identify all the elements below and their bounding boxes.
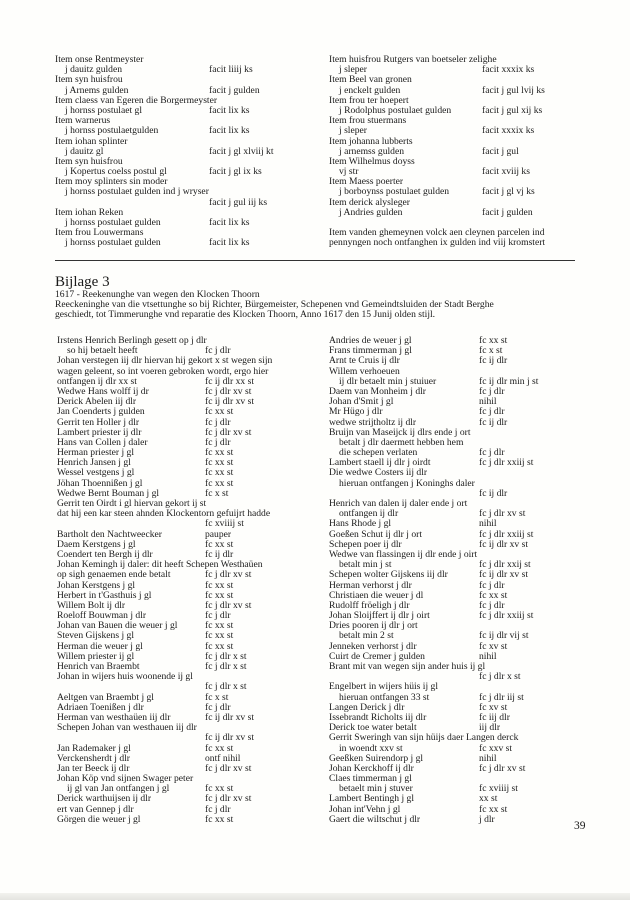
ledger-row — [329, 116, 609, 126]
entry-label: Andries de weuer j gl — [329, 335, 412, 346]
entry-value: fc xx st — [205, 406, 234, 418]
entry-value: fc xx st — [205, 579, 234, 591]
entry-label: j hornss postulaet gulden — [65, 217, 161, 228]
entry-label: j Kopertus coelss postul gl — [65, 166, 167, 178]
entry-label: Derick toe water betalt — [329, 722, 417, 734]
entry-label: Wessel vestgens j gl — [57, 467, 135, 479]
entry-label: j enckelt gulden — [339, 84, 401, 96]
entry-label: Aeltgen van Braembt j gl — [57, 691, 154, 703]
entry-label: Item warnerus — [55, 115, 111, 127]
entry-value: fc j dlr xv st — [479, 762, 526, 774]
entry-value: facit xxxix ks — [482, 125, 535, 137]
section-title: Bijlage 3 — [55, 274, 110, 290]
entry-label: Bruijn van Maseijck ij dlrs ende j ort — [329, 426, 471, 438]
entry-label: in woendt xxv st — [339, 742, 403, 754]
entry-label: hieruan ontfangen j Koninghs daler — [339, 477, 475, 489]
entry-label: j Andries gulden — [339, 206, 403, 218]
ledger-row — [329, 733, 609, 743]
entry-value: fc j dlr — [205, 345, 231, 357]
entry-value: fc ij dlr — [479, 416, 508, 428]
entry-label: Jan ter Beeck ij dlr — [57, 762, 130, 774]
entry-label: j hornss postulaet gl — [65, 104, 143, 116]
entry-label: Issebrandt Richolts iij dlr — [329, 711, 427, 723]
entry-label: Item moy splinters sin moder — [55, 176, 168, 188]
entry-label: hieruan ontfangen 33 st — [339, 691, 430, 703]
entry-label: j sleper — [339, 64, 367, 76]
entry-value: facit j gul lvij ks — [482, 84, 545, 96]
entry-label: Gaert die wiltschut j dlr — [329, 813, 421, 825]
entry-value: fc j dlr — [205, 803, 231, 815]
entry-label: Adriaen Toenißen j dlr — [57, 701, 144, 713]
entry-label: Wedwe Bernt Bouman j gl — [57, 487, 160, 499]
entry-label: Herman van westhaüen iij dlr — [57, 711, 171, 723]
entry-value: fc j dlr xv st — [205, 599, 252, 611]
entry-value: fc ij dlr xv st — [479, 538, 529, 550]
entry-label: Item Maess poerter — [329, 176, 404, 188]
entry-value: fc xx st — [479, 589, 508, 601]
entry-label: Item onse Rentmeyster — [55, 54, 144, 65]
entry-label: Johan in wijers huis woonende ij gl — [57, 671, 193, 683]
entry-label: Gerrit Sweringh van sijn hüijs daer Langen derck — [329, 732, 519, 744]
entry-label: j hornss postulaet gulden — [65, 237, 161, 249]
entry-value: fc ij dlr vij st — [479, 630, 529, 642]
section-intro-line-1: Reeckeninghe van die vtsettunghe so bij Richter, Bürgemeister, Schepenen vnd Gemeindtsluiden der Stadt Berghe — [55, 299, 494, 310]
entry-label: Frans timmerman j gl — [329, 345, 412, 357]
entry-value: fc ij dlr — [479, 355, 508, 367]
entry-value: fc ij dlr — [205, 548, 234, 560]
entry-value: fc xv st — [479, 701, 508, 713]
ledger-row — [57, 509, 327, 519]
entry-label: wagen geleent, so int voeren gebroken wordt, ergo hier — [57, 365, 269, 377]
entry-value: facit j gul iij ks — [209, 196, 268, 208]
entry-label: betaelt min j stuver — [339, 783, 413, 795]
entry-value: fc iij dlr — [479, 711, 510, 723]
entry-label: Willem Bolt ij dlr — [57, 599, 126, 611]
entry-value: facit xviij ks — [482, 166, 530, 178]
ledger-row — [57, 733, 327, 743]
entry-value: fc ij dlr xv st — [205, 732, 255, 744]
entry-value: fc xx st — [479, 803, 508, 815]
entry-label: Jöhan Thoennißen j gl — [57, 477, 143, 489]
entry-value: fc j dlr x st — [205, 661, 247, 672]
entry-value: nihil — [479, 396, 497, 408]
entry-label: Item frou stuermans — [329, 115, 407, 127]
entry-label: Wedwe van flassingen ij dlr ende j oirt — [329, 548, 478, 560]
entry-value: j dlr — [479, 813, 495, 825]
entry-value: facit j gl xlviij kt — [209, 145, 274, 157]
entry-label: Willem verhoeuen — [329, 365, 400, 377]
entry-label: Hans van Collen j daler — [57, 436, 148, 448]
entry-value: fc xx st — [205, 538, 234, 550]
page-edge-shadow — [0, 893, 630, 900]
entry-value: fc ij dlr xv st — [205, 711, 255, 723]
entry-label: Schepen Johan van westhauen iij dlr — [57, 722, 197, 734]
entry-label: Steven Gijskens j gl — [57, 630, 135, 642]
ledger-row — [329, 479, 609, 489]
entry-value: fc j dlr xxiij st — [479, 528, 534, 540]
entry-label: Daem Kerstgens j gl — [57, 538, 136, 550]
entry-label: betalt min 2 st — [339, 630, 394, 642]
entry-label: ert van Gennep j dlr — [57, 803, 134, 815]
entry-label: Claes timmerman j gl — [329, 773, 412, 785]
entry-value: fc j dlr — [205, 416, 231, 428]
ledger-row — [57, 570, 327, 580]
entry-value: fc xx st — [205, 640, 234, 652]
entry-value: fc j dlr — [479, 447, 505, 459]
entry-label: so hij betaelt heeft — [67, 345, 138, 357]
ledger-row — [55, 238, 325, 248]
entry-label: vj str — [339, 166, 359, 178]
ledger-row — [329, 662, 609, 672]
entry-value: facit j gl ix ks — [209, 166, 262, 178]
entry-value: pauper — [205, 528, 232, 540]
entry-value: fc j dlr — [479, 599, 505, 611]
entry-label: Jan Rademaker j gl — [57, 742, 131, 754]
entry-label: j borboynss postulaet gulden — [339, 186, 450, 198]
entry-value: fc j dlr x st — [205, 650, 247, 662]
entry-label: Henrich van dalen ij daler ende j ort — [329, 498, 468, 509]
section-subtitle: 1617 - Reekenunghe van wegen den Klocken Thoorn — [55, 289, 260, 300]
entry-label: Johan d'Smit j gl — [329, 396, 394, 408]
entry-label: Irstens Henrich Berlingh gesett op j dlr — [57, 335, 207, 346]
entry-value: fc x st — [479, 345, 503, 357]
entry-label: Mr Hügo j dlr — [329, 406, 383, 418]
entry-value: nihil — [479, 752, 497, 764]
entry-value: facit liiij ks — [209, 64, 253, 76]
section-intro — [55, 300, 494, 320]
entry-label: Item johanna lubberts — [329, 135, 413, 147]
top-right-ledger — [329, 55, 609, 249]
entry-label: Verckensherdt j dlr — [57, 752, 130, 764]
entry-label: Willem priester ij gl — [57, 650, 135, 662]
entry-value: fc ij dlr — [479, 487, 508, 499]
entry-label: Gerrit ten Oirdt i gl hiervan gekort ij st — [57, 498, 207, 509]
entry-value: fc xxv st — [479, 742, 513, 754]
entry-value: fc xx st — [205, 813, 234, 825]
entry-value: facit j gulden — [482, 206, 533, 218]
ledger-row — [57, 672, 327, 682]
entry-label: Johan Köp vnd sijnen Swager peter — [57, 773, 194, 785]
entry-value: fc xx st — [205, 467, 234, 479]
entry-label: Item syn huisfrou — [55, 155, 123, 167]
entry-label: Johan int'Vehn j gl — [329, 803, 401, 815]
entry-label: Lambert Bentingh j gl — [329, 793, 414, 805]
entry-label: Herbert in t'Gasthuis j gl — [57, 589, 152, 601]
entry-value: fc xx st — [205, 589, 234, 601]
entry-value: fc j dlr xv st — [205, 569, 252, 581]
entry-label: dat hij een kar steen ahnden Klockentorn gefuijrt hadde — [57, 508, 271, 520]
entry-value: fc xviiij st — [479, 783, 518, 795]
ledger-row — [329, 407, 609, 417]
entry-label: die schepen verlaten — [339, 447, 418, 459]
ledger-row — [329, 157, 609, 167]
entry-label: ontfangen ij dlr — [339, 508, 399, 520]
entry-label: Geeßken Suirendorp j gl — [329, 752, 424, 764]
entry-label: j hornss postulaet gulden ind j wryser — [65, 186, 209, 198]
entry-label: Rudolff fröeligh j dlr — [329, 599, 410, 611]
bottom-left-ledger — [57, 336, 327, 825]
entry-label: Johan verstegen iij dlr hiervan hij gekort x st wegen sijn — [57, 355, 273, 367]
entry-value: fc j dlr — [205, 610, 231, 622]
ledger-row — [329, 570, 609, 580]
entry-label: j Rodolphus postulaet gulden — [339, 104, 452, 116]
entry-label: Goeßen Schut ij dlr j ort — [329, 528, 422, 540]
entry-value: iij dlr — [479, 722, 501, 734]
entry-value: fc j dlr xv st — [205, 793, 252, 805]
entry-label: ij dlr betaelt min j stuiuer — [339, 375, 437, 387]
entry-value: fc xx st — [205, 783, 234, 795]
ledger-row — [57, 407, 327, 417]
entry-value: fc j dlr — [479, 579, 505, 591]
entry-label: Johan Kerstgens j gl — [57, 579, 136, 591]
entry-label: Item Wilhelmus doyss — [329, 155, 415, 167]
ledger-row — [55, 187, 325, 197]
entry-value: fc j dlr iij st — [479, 691, 524, 703]
entry-label: j Arnems gulden — [65, 84, 129, 96]
entry-value: fc j dlr xv st — [205, 426, 252, 438]
entry-value: fc x st — [205, 487, 229, 499]
entry-value: fc xx st — [479, 335, 508, 346]
entry-value: fc ij dlr xv st — [205, 396, 255, 408]
entry-label: Item iohan Reken — [55, 206, 124, 218]
entry-label: Derick warthuijsen ij dlr — [57, 793, 152, 805]
entry-value: fc ij dlr min j st — [479, 375, 539, 387]
entry-label: Die wedwe Costers iij dlr — [329, 467, 428, 479]
entry-label: Görgen die weuer j gl — [57, 813, 141, 825]
entry-value: fc j dlr — [479, 406, 505, 418]
entry-label: ontfangen ij dlr xx st — [57, 375, 137, 387]
entry-label: Arnt te Cruis ij dlr — [329, 355, 400, 367]
entry-value: fc xx st — [205, 447, 234, 459]
entry-label: Jenneken verhorst j dlr — [329, 640, 417, 652]
entry-value: nihil — [479, 518, 497, 530]
entry-label: wedwe strijtholtz ij dlr — [329, 416, 417, 428]
ledger-row — [57, 723, 327, 733]
entry-label: Engelbert in wijers hüis ij gl — [329, 681, 438, 693]
entry-value: facit j gulden — [209, 84, 260, 96]
entry-label: Henrich Jansen j gl — [57, 457, 131, 469]
section-divider — [55, 260, 575, 261]
entry-label: Langen Derick j dlr — [329, 701, 405, 713]
entry-value: fc j dlr x st — [205, 681, 247, 693]
entry-value: fc xx st — [205, 477, 234, 489]
entry-label: j dauitz gulden — [65, 64, 123, 76]
entry-label: Item iohan splinter — [55, 135, 128, 147]
entry-value: fc xv st — [479, 640, 508, 652]
entry-value: facit j gul xij ks — [482, 104, 543, 116]
entry-label: j dauitz gl — [65, 145, 104, 157]
entry-label: betalt j dlr daermett hebben hem — [339, 436, 464, 448]
entry-value: fc ij dlr xv st — [479, 569, 529, 581]
entry-label: Johan Kerckhoff ij dlr — [329, 762, 414, 774]
entry-label: Brant mit van wegen sijn ander huis ij gl — [329, 661, 486, 672]
entry-value: fc xx st — [205, 620, 234, 632]
entry-label: betalt min j st — [339, 559, 392, 571]
section-intro-line-2: geschiedt, tot Timmerunghe vnd reparatie des Klocken Thoorn, Anno 1617 den 15 Junij olden stijl. — [55, 309, 436, 321]
entry-label: j hornss postulaetgulden — [65, 125, 159, 137]
entry-label: Johan van Bauen die weuer j gl — [57, 620, 178, 632]
ledger-row — [55, 126, 325, 136]
entry-label: Coendert ten Bergh ij dlr — [57, 548, 153, 560]
entry-value: facit lix ks — [209, 125, 250, 137]
entry-value: facit lix ks — [209, 217, 250, 228]
entry-value: fc j dlr xxij st — [479, 559, 531, 571]
entry-label: Wedwe Hans wolff ij dr — [57, 385, 149, 397]
entry-value: ontf nihil — [205, 752, 241, 764]
ledger-row — [329, 126, 609, 136]
ledger-row — [329, 55, 609, 65]
entry-value: fc xx st — [205, 742, 234, 754]
entry-value: facit xxxix ks — [482, 64, 535, 76]
entry-value: fc j dlr xv st — [205, 385, 252, 397]
entry-value: nihil — [479, 650, 497, 662]
entry-label: Christiaen die weuer j dl — [329, 589, 424, 601]
entry-value: fc xx st — [205, 630, 234, 642]
entry-value: fc j dlr xv st — [205, 762, 252, 774]
entry-label: Herman die weuer j gl — [57, 640, 143, 652]
ledger-row — [329, 815, 609, 825]
ledger-row — [329, 208, 609, 218]
entry-label: Cuirt de Cremer j gulden — [329, 650, 425, 662]
page-number: 39 — [574, 820, 586, 832]
entry-label: op sigh genaemen ende betalt — [57, 569, 171, 581]
entry-label: Lambert staell ij dlr j oirdt — [329, 457, 431, 469]
entry-label: Item frou ter hoepert — [329, 94, 409, 106]
entry-value: fc j dlr xxiij st — [479, 457, 534, 469]
entry-label: Bartholt den Nachtweecker — [57, 528, 162, 540]
entry-label: Herman priester j gl — [57, 447, 134, 459]
entry-label: Schepen wolter Gijskens iij dlr — [329, 569, 448, 581]
entry-label: Item syn huisfrou — [55, 74, 123, 86]
entry-value: fc ij dlr xx st — [205, 375, 255, 387]
entry-label: Item derick alysleger — [329, 196, 410, 208]
entry-label: Item claess van Egeren die Borgermeyster — [55, 94, 218, 106]
entry-label: Item frou Louwermans — [55, 227, 144, 239]
entry-label: Item huisfrou Rutgers van boetseler zelighe — [329, 54, 497, 65]
entry-value: fc j dlr — [205, 436, 231, 448]
entry-label: j sleper — [339, 125, 367, 137]
entry-value: fc xx st — [205, 457, 234, 469]
entry-label: j arnemss gulden — [339, 145, 405, 157]
entry-value: fc j dlr xv st — [479, 508, 526, 520]
entry-value: facit lix ks — [209, 237, 250, 249]
top-right-entries — [329, 55, 609, 218]
entry-label: Roeloff Bouwman j dlr — [57, 610, 147, 622]
entry-value: xx st — [479, 793, 498, 805]
summary-paragraph-line-2: pennyngen noch ontfanghen ix gulden ind viij kromstert — [329, 237, 546, 249]
entry-value: facit j gul — [482, 145, 519, 157]
ledger-row — [57, 815, 327, 825]
entry-value: fc j dlr — [205, 701, 231, 713]
bottom-right-ledger — [329, 336, 609, 825]
entry-value: fc j dlr — [479, 385, 505, 397]
entry-value: fc x st — [205, 691, 229, 703]
entry-label: Dries pooren ij dlr j ort — [329, 620, 418, 632]
entry-label: ij gl van Jan ontfangen j gl — [67, 783, 170, 795]
entry-label: Gerrit ten Holler j dlr — [57, 416, 140, 428]
entry-value: fc j dlr xxiij st — [479, 610, 534, 622]
entry-label: Schepen poer ij dlr — [329, 538, 402, 550]
entry-label: Daem van Monheim j dlr — [329, 385, 426, 397]
entry-label: Herman verhorst j dlr — [329, 579, 412, 591]
entry-label: Derick Abelen iij dlr — [57, 396, 137, 408]
entry-value: fc j dlr x st — [479, 671, 521, 683]
entry-label: Henrich van Braembt — [57, 661, 140, 672]
top-left-ledger — [55, 55, 325, 249]
entry-value: facit j gl vj ks — [482, 186, 535, 198]
entry-label: Item Beel van gronen — [329, 74, 412, 86]
entry-label: Jan Coenderts j gulden — [57, 406, 145, 418]
entry-label: Hans Rhode j gl — [329, 518, 392, 530]
summary-paragraph-line-1: Item vanden ghemeynen volck aen cleynen parcelen ind — [329, 227, 545, 239]
entry-label: Johan Sloijffert ij dlr j oirt — [329, 610, 430, 622]
entry-label: Lambert priester ij dlr — [57, 426, 142, 438]
entry-value: fc xviiij st — [205, 518, 244, 530]
entry-value: facit lix ks — [209, 104, 250, 116]
entry-label: Johan Kemingh ij daler: dit heeft Schepen Westhaüen — [57, 559, 263, 571]
